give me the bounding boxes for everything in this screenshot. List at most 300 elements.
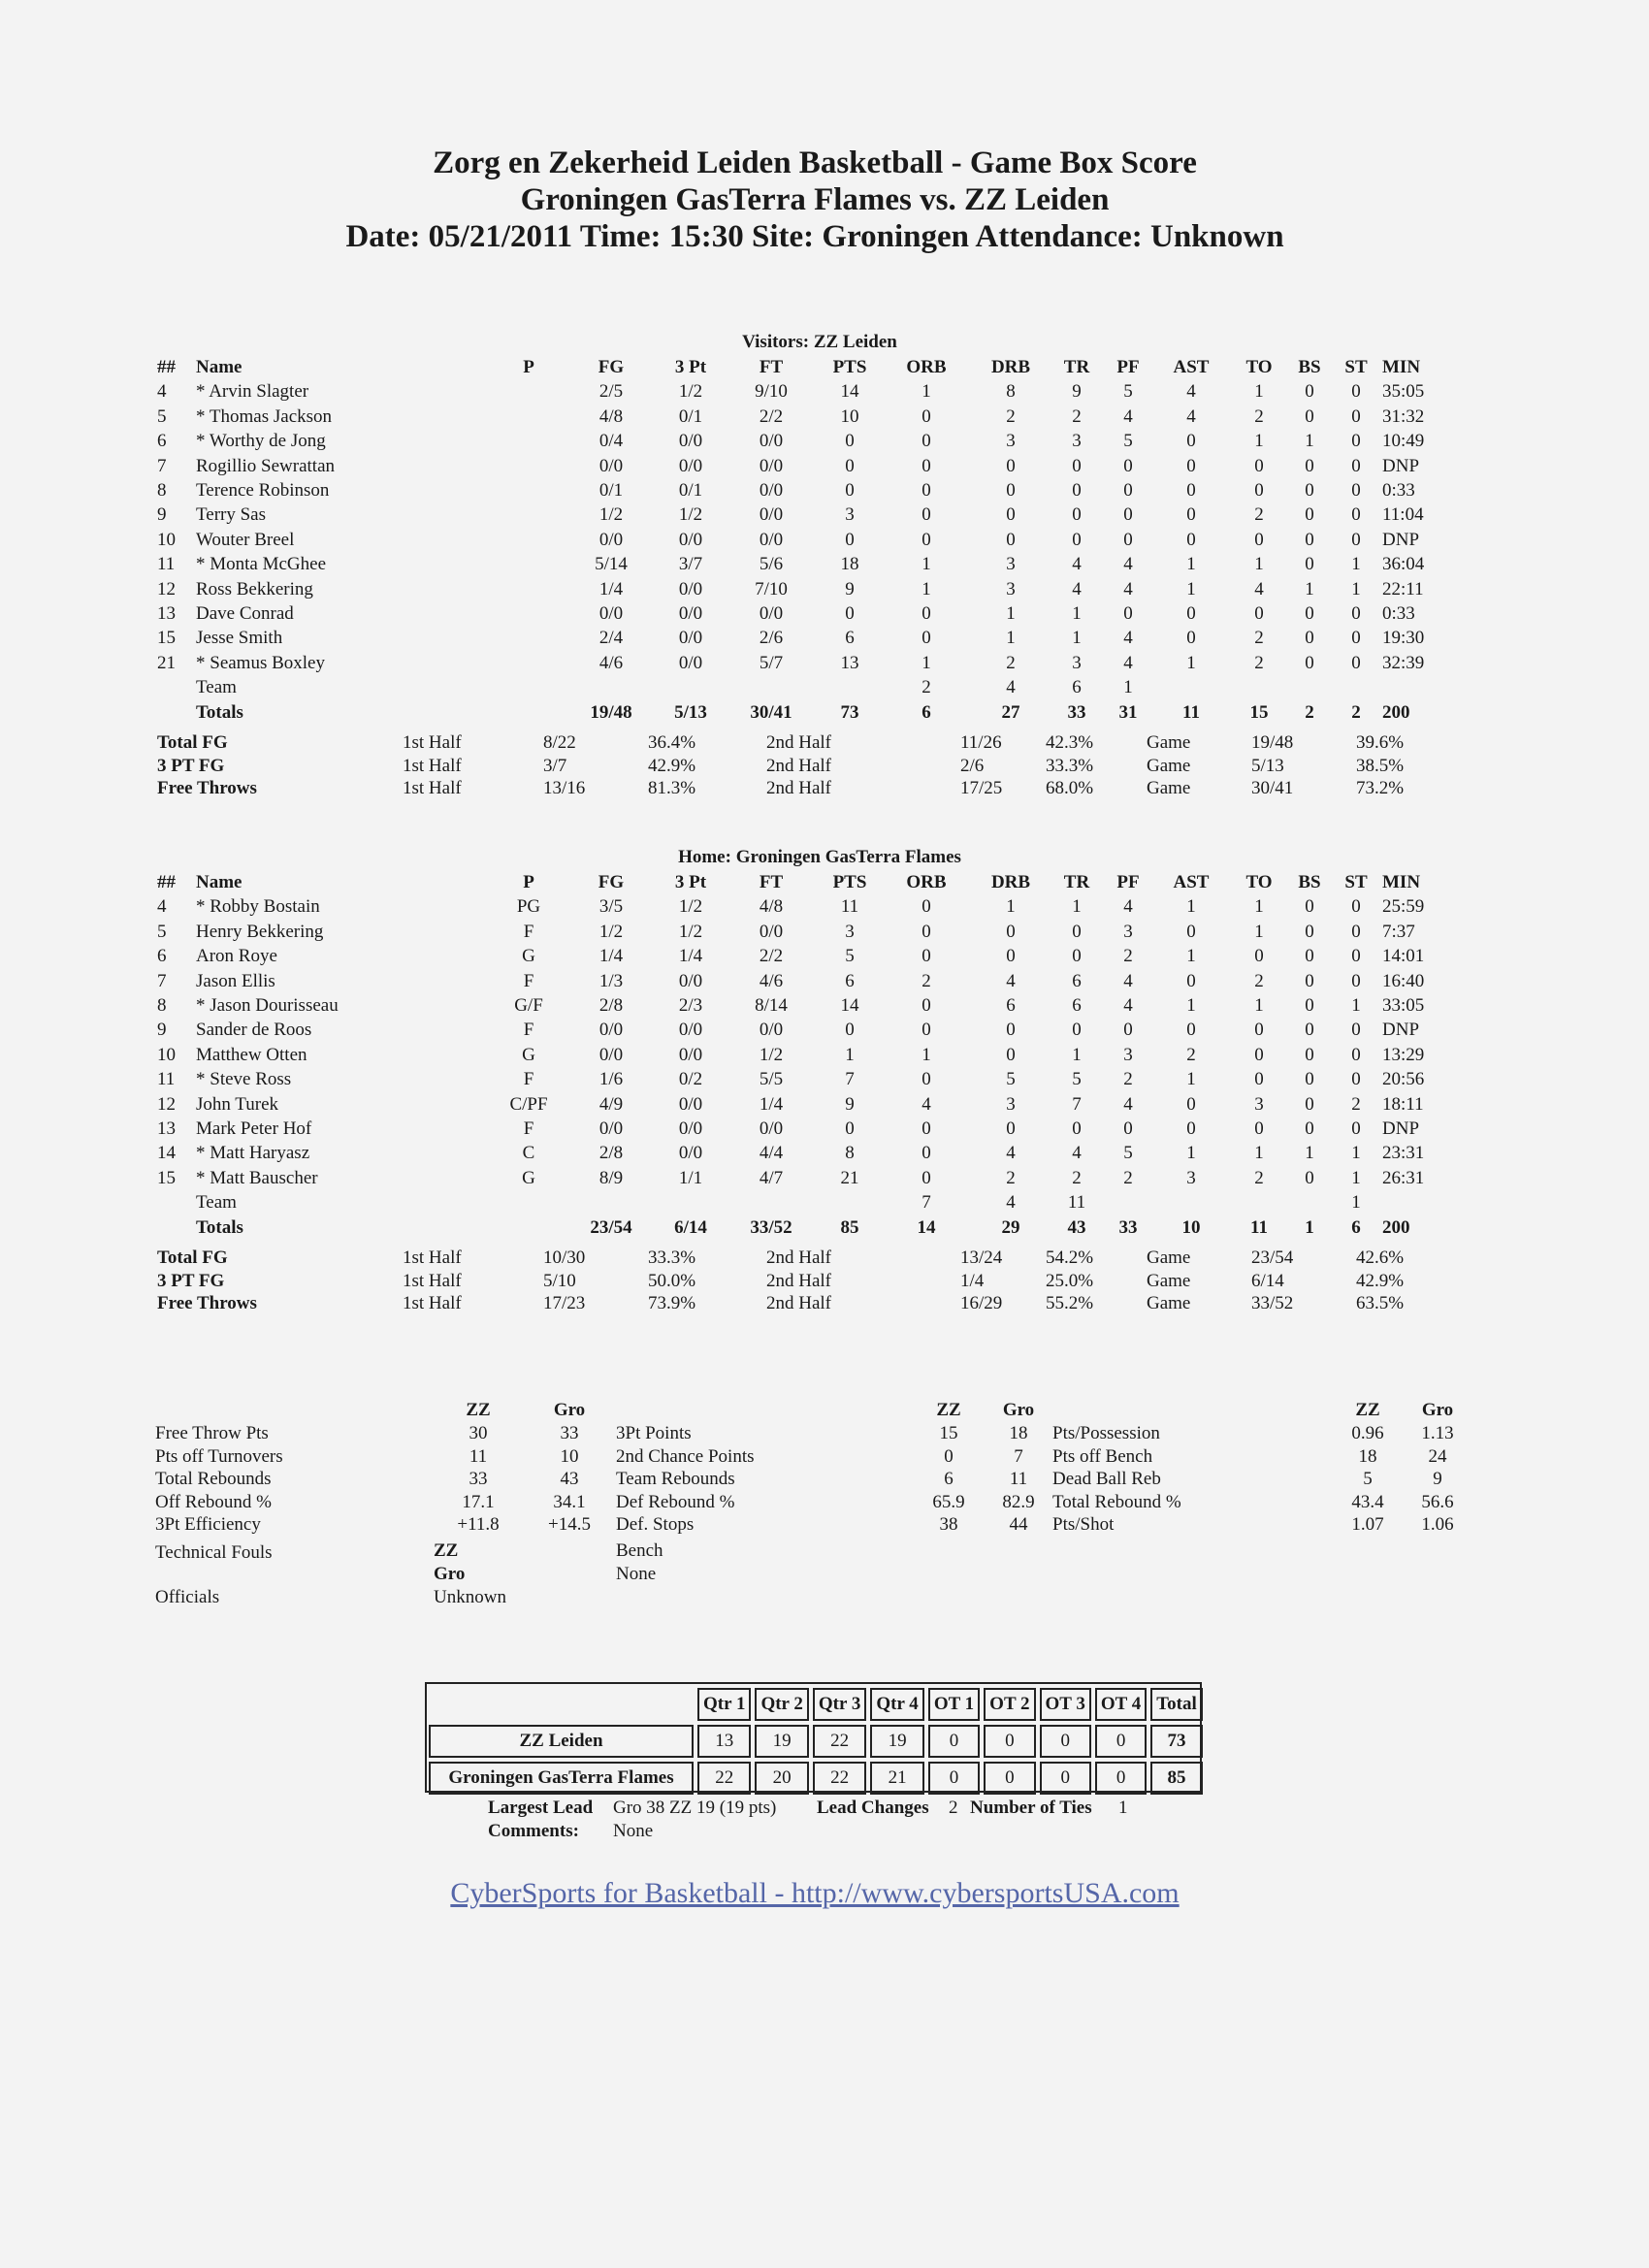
cell-9: 1 [1072, 603, 1082, 624]
split-cell-3: 50.0% [648, 1270, 696, 1291]
misc-gro-value: 1.06 [1421, 1514, 1454, 1535]
cell-14: 0 [1351, 480, 1361, 501]
split-cell-1: 1st Half [403, 1293, 462, 1313]
cell-9: 0 [1072, 946, 1082, 967]
cell-3: 1/2 [598, 504, 624, 526]
cell-4: 3 Pt [674, 357, 707, 377]
split-cell-2: 10/30 [543, 1247, 586, 1268]
quarter-score: 22 [697, 1762, 751, 1795]
cell-14: ST [1344, 357, 1368, 377]
cell-11: 1 [1186, 1143, 1196, 1164]
cell-4: 1/4 [678, 946, 703, 967]
cell-14: 0 [1351, 1118, 1361, 1139]
cell-4: 0/0 [678, 970, 703, 991]
misc-gro-value: 24 [1428, 1445, 1447, 1467]
cell-8: 4 [1006, 970, 1016, 991]
cell-6: 85 [840, 1216, 859, 1238]
misc-zz-value: 0.96 [1351, 1423, 1384, 1443]
split-cell-9: 39.6% [1356, 732, 1405, 753]
cell-10: 4 [1123, 578, 1133, 599]
team-row [0, 1192, 1649, 1216]
cell-7: 0 [922, 603, 931, 624]
cell-13: 0 [1305, 554, 1314, 575]
cell-11: 0 [1186, 1118, 1196, 1139]
cell-15: 0:33 [1382, 480, 1415, 501]
quarter-score: 19 [755, 1725, 808, 1758]
cell-1: Sander de Roos [196, 1020, 312, 1041]
cell-9: 0 [1072, 1020, 1082, 1041]
quarter-header: Qtr 3 [813, 1688, 866, 1721]
cell-13: 1 [1305, 1143, 1314, 1164]
cell-10: 0 [1123, 455, 1133, 476]
largest-lead-value: Gro 38 ZZ 19 (19 pts) [613, 1798, 777, 1818]
cell-2: F [523, 1118, 534, 1139]
cell-8: 27 [1001, 701, 1020, 723]
comments-label: Comments: [488, 1821, 579, 1841]
cell-4: 0/0 [678, 1093, 703, 1115]
cell-1: Name [196, 357, 242, 377]
cell-3: FG [598, 357, 625, 377]
cell-9: 1 [1072, 628, 1082, 649]
quarter-score: 0 [928, 1725, 980, 1758]
misc-gro-value: +14.5 [548, 1514, 591, 1535]
cell-9: 7 [1072, 1093, 1082, 1115]
cell-0: 7 [157, 455, 167, 476]
cell-8: 0 [1006, 504, 1016, 526]
cell-5: 4/4 [759, 1143, 784, 1164]
cell-13: 0 [1305, 1118, 1314, 1139]
cell-2: G [522, 946, 535, 967]
cell-11: AST [1173, 872, 1210, 892]
misc-stat-label: Total Rebound % [1052, 1491, 1181, 1512]
cell-11: 1 [1186, 896, 1196, 918]
misc-zz-value: 33 [469, 1469, 488, 1489]
cell-0: 15 [157, 1167, 176, 1188]
split-cell-4: 2nd Half [766, 778, 832, 798]
cell-2: C/PF [509, 1093, 548, 1115]
cell-7: 1 [922, 578, 931, 599]
cell-12: 2 [1254, 504, 1264, 526]
matchup-title: Groningen GasTerra Flames vs. ZZ Leiden [520, 182, 1110, 217]
home-section-title: Home: Groningen GasTerra Flames [678, 847, 961, 867]
cell-10: 4 [1123, 1093, 1133, 1115]
quarter-team-name: Groningen GasTerra Flames [429, 1762, 694, 1795]
cell-12: 0 [1254, 529, 1264, 550]
split-cell-2: 3/7 [543, 755, 567, 776]
cell-5: 7/10 [755, 578, 788, 599]
split-cell-7: Game [1147, 1293, 1191, 1313]
cell-11: 0 [1186, 480, 1196, 501]
cell-3: 0/0 [598, 1020, 624, 1041]
quarter-header: OT 2 [984, 1688, 1035, 1721]
cell-0: 12 [157, 578, 176, 599]
misc-gro-value: 34.1 [553, 1491, 586, 1512]
cell-4: 6/14 [674, 1216, 707, 1238]
cell-12: 0 [1254, 455, 1264, 476]
cell-10: 4 [1123, 896, 1133, 918]
cell-9: 33 [1067, 701, 1086, 723]
column-header-row [0, 357, 1649, 381]
cell-5: 0/0 [759, 921, 784, 942]
cell-5: 4/6 [759, 970, 784, 991]
split-cell-7: Game [1147, 778, 1191, 798]
cell-8: 0 [1006, 1020, 1016, 1041]
cell-14: 1 [1351, 995, 1361, 1016]
cell-3: 3/5 [598, 896, 624, 918]
cell-13: 0 [1305, 1020, 1314, 1041]
cell-8: 0 [1006, 1044, 1016, 1065]
cell-15: 35:05 [1382, 381, 1425, 403]
quarter-score: 22 [813, 1725, 866, 1758]
cell-1: * Monta McGhee [196, 554, 327, 575]
cell-0: 8 [157, 480, 167, 501]
cell-10: 33 [1118, 1216, 1138, 1238]
cell-6: 0 [845, 603, 855, 624]
cell-14: 0 [1351, 381, 1361, 403]
cell-15: 16:40 [1382, 970, 1425, 991]
cell-5: 9/10 [755, 381, 788, 403]
split-cell-4: 2nd Half [766, 732, 832, 753]
cell-8: 1 [1006, 628, 1016, 649]
cell-13: 0 [1305, 970, 1314, 991]
cell-1: Team [196, 1192, 237, 1214]
cell-13: 0 [1305, 529, 1314, 550]
cell-0: 11 [157, 1069, 176, 1090]
cell-11: 0 [1186, 921, 1196, 942]
cell-13: 1 [1305, 578, 1314, 599]
cell-0: ## [157, 357, 176, 377]
cell-5: 2/2 [759, 946, 784, 967]
cell-3: 23/54 [590, 1216, 632, 1238]
split-cell-6: 54.2% [1046, 1247, 1094, 1268]
quarter-score: 21 [870, 1762, 923, 1795]
cell-3: 1/2 [598, 921, 624, 942]
quarter-score: 0 [1040, 1725, 1091, 1758]
ties-value: 1 [1118, 1798, 1128, 1818]
cell-1: Rogillio Sewrattan [196, 455, 336, 476]
cell-4: 0/0 [678, 603, 703, 624]
cell-2: F [523, 1069, 534, 1090]
cell-12: 0 [1254, 480, 1264, 501]
cell-9: 1 [1072, 896, 1082, 918]
cell-9: 4 [1072, 578, 1082, 599]
cell-10: 4 [1123, 405, 1133, 427]
column-header-row [0, 872, 1649, 896]
misc-stat-label: Def. Stops [616, 1514, 695, 1535]
cell-11: 0 [1186, 628, 1196, 649]
split-cell-4: 2nd Half [766, 1247, 832, 1268]
cell-11: 3 [1186, 1167, 1196, 1188]
cell-4: 0/2 [678, 1069, 703, 1090]
split-cell-9: 38.5% [1356, 755, 1405, 776]
split-cell-2: 5/10 [543, 1270, 576, 1291]
cell-9: 0 [1072, 480, 1082, 501]
cell-8: 0 [1006, 1118, 1016, 1139]
cell-7: 0 [922, 431, 931, 452]
cell-10: PF [1116, 357, 1140, 377]
cell-1: Ross Bekkering [196, 578, 313, 599]
cell-5: 4/8 [759, 896, 784, 918]
quarter-header: OT 1 [928, 1688, 980, 1721]
cell-0: 13 [157, 603, 176, 624]
split-cell-0: 3 PT FG [157, 1270, 225, 1291]
cell-11: 0 [1186, 529, 1196, 550]
quarter-score: 0 [984, 1725, 1035, 1758]
split-cell-0: Total FG [157, 1247, 228, 1268]
cell-4: 0/1 [678, 480, 703, 501]
split-cell-3: 36.4% [648, 732, 696, 753]
cell-11: 1 [1186, 652, 1196, 673]
split-cell-0: 3 PT FG [157, 755, 225, 776]
cell-14: 0 [1351, 1069, 1361, 1090]
quarter-score: 85 [1150, 1762, 1203, 1795]
quarter-header: Qtr 2 [755, 1688, 808, 1721]
split-cell-5: 11/26 [960, 732, 1002, 753]
cell-10: 5 [1123, 1143, 1133, 1164]
split-row [0, 778, 1649, 802]
cell-7: ORB [906, 872, 947, 892]
cell-11: 0 [1186, 603, 1196, 624]
cell-14: 1 [1351, 578, 1361, 599]
split-cell-0: Free Throws [157, 1293, 257, 1313]
totals-row [0, 1217, 1649, 1242]
cell-2: G [522, 1167, 535, 1188]
visitors-section-title: Visitors: ZZ Leiden [742, 332, 897, 352]
misc-zz-value: 1.07 [1351, 1514, 1384, 1535]
cell-10: 1 [1123, 677, 1133, 698]
misc-zz-value: 15 [939, 1423, 958, 1443]
cell-6: 6 [845, 970, 855, 991]
cell-6: 9 [845, 1093, 855, 1115]
cell-7: 1 [922, 652, 931, 673]
cell-14: 1 [1351, 554, 1361, 575]
technical-fouls-label: Technical Fouls [155, 1542, 273, 1563]
cell-6: 0 [845, 1118, 855, 1139]
split-cell-2: 13/16 [543, 778, 586, 798]
cell-4: 0/0 [678, 1044, 703, 1065]
cell-15: 36:04 [1382, 554, 1425, 575]
misc-stat-label: Free Throw Pts [155, 1423, 269, 1443]
cell-2: G [522, 1044, 535, 1065]
cell-6: 73 [840, 701, 859, 723]
footer-link[interactable]: CyberSports for Basketball - http://www.cybersportsUSA.com [450, 1877, 1180, 1909]
split-row [0, 1271, 1649, 1295]
cell-3: 0/0 [598, 1118, 624, 1139]
lead-changes-label: Lead Changes [817, 1798, 929, 1818]
cell-6: 1 [845, 1044, 855, 1065]
cell-14: 0 [1351, 970, 1361, 991]
cell-7: 0 [922, 1167, 931, 1188]
cell-3: 0/0 [598, 455, 624, 476]
cell-3: 0/1 [598, 480, 624, 501]
cell-7: 14 [917, 1216, 936, 1238]
cell-7: 0 [922, 921, 931, 942]
cell-8: 0 [1006, 946, 1016, 967]
cell-9: 11 [1067, 1192, 1086, 1214]
cell-7: 0 [922, 504, 931, 526]
cell-3: 1/4 [598, 578, 624, 599]
cell-3: 1/4 [598, 946, 624, 967]
cell-5: 0/0 [759, 455, 784, 476]
cell-6: PTS [832, 357, 867, 377]
cell-5: 0/0 [759, 431, 784, 452]
cell-7: 0 [922, 1118, 931, 1139]
cell-15: DNP [1382, 529, 1420, 550]
quarter-header: OT 4 [1095, 1688, 1147, 1721]
cell-5: 0/0 [759, 603, 784, 624]
cell-15: DNP [1382, 1118, 1420, 1139]
misc-stat-label: Team Rebounds [616, 1469, 735, 1489]
player-row [0, 896, 1649, 921]
cell-12: 2 [1254, 652, 1264, 673]
misc-zz-value: 11 [469, 1445, 488, 1467]
player-row [0, 628, 1649, 652]
cell-0: 21 [157, 652, 176, 673]
cell-13: 0 [1305, 480, 1314, 501]
cell-6: 3 [845, 921, 855, 942]
cell-1: * Robby Bostain [196, 896, 320, 918]
misc-zz-header: ZZ [936, 1400, 961, 1420]
cell-15: MIN [1382, 872, 1421, 892]
cell-8: 0 [1006, 455, 1016, 476]
cell-13: 0 [1305, 921, 1314, 942]
cell-10: 3 [1123, 921, 1133, 942]
cell-9: 0 [1072, 529, 1082, 550]
quarter-score: 20 [755, 1762, 808, 1795]
cell-7: 6 [922, 701, 931, 723]
cell-5: 0/0 [759, 504, 784, 526]
cell-8: 5 [1006, 1069, 1016, 1090]
cell-11: 0 [1186, 970, 1196, 991]
cell-0: ## [157, 872, 176, 892]
player-row [0, 1069, 1649, 1093]
cell-13: 1 [1305, 1216, 1314, 1238]
split-cell-4: 2nd Half [766, 1270, 832, 1291]
cell-2: F [523, 970, 534, 991]
cell-15: 0:33 [1382, 603, 1415, 624]
cell-10: 4 [1123, 652, 1133, 673]
bench-label: Bench [616, 1540, 663, 1561]
misc-stat-label: Pts/Possession [1052, 1423, 1160, 1443]
cell-0: 4 [157, 381, 167, 403]
cell-8: DRB [990, 872, 1031, 892]
quarter-score: 19 [870, 1725, 923, 1758]
cell-13: 0 [1305, 652, 1314, 673]
split-cell-7: Game [1147, 1247, 1191, 1268]
cell-7: 0 [922, 405, 931, 427]
cell-0: 12 [157, 1093, 176, 1115]
cell-3: 0/0 [598, 529, 624, 550]
cell-7: 0 [922, 1020, 931, 1041]
cell-11: 11 [1182, 701, 1200, 723]
cell-3: FG [598, 872, 625, 892]
split-cell-8: 33/52 [1251, 1293, 1294, 1313]
cell-0: 11 [157, 554, 176, 575]
split-row [0, 756, 1649, 780]
cell-5: 8/14 [755, 995, 788, 1016]
cell-6: 0 [845, 455, 855, 476]
cell-6: 21 [840, 1167, 859, 1188]
cell-12: 0 [1254, 946, 1264, 967]
technical-fouls-gro: Gro [434, 1564, 466, 1584]
cell-12: TO [1245, 872, 1273, 892]
split-cell-8: 6/14 [1251, 1270, 1284, 1291]
cell-12: 1 [1254, 431, 1264, 452]
player-row [0, 406, 1649, 431]
cell-14: 2 [1351, 1093, 1361, 1115]
misc-stat-label: Pts off Turnovers [155, 1445, 283, 1467]
misc-stat-label: Pts off Bench [1052, 1445, 1153, 1467]
game-info: Date: 05/21/2011 Time: 15:30 Site: Groningen Attendance: Unknown [345, 219, 1284, 254]
cell-7: 2 [922, 970, 931, 991]
technical-fouls-zz: ZZ [434, 1540, 459, 1561]
cell-2: F [523, 921, 534, 942]
cell-3: 4/6 [598, 652, 624, 673]
cell-13: BS [1298, 872, 1321, 892]
cell-11: 2 [1186, 1044, 1196, 1065]
cell-2: P [523, 357, 534, 377]
cell-12: 2 [1254, 628, 1264, 649]
cell-13: 0 [1305, 1093, 1314, 1115]
cell-11: 0 [1186, 455, 1196, 476]
split-cell-3: 33.3% [648, 1247, 696, 1268]
cell-10: 5 [1123, 431, 1133, 452]
cell-14: 0 [1351, 455, 1361, 476]
cell-14: 1 [1351, 1167, 1361, 1188]
cell-7: 0 [922, 1143, 931, 1164]
cell-9: 5 [1072, 1069, 1082, 1090]
cell-6: 8 [845, 1143, 855, 1164]
cell-7: 0 [922, 1069, 931, 1090]
cell-5: 30/41 [750, 701, 792, 723]
cell-11: AST [1173, 357, 1210, 377]
cell-10: 0 [1123, 504, 1133, 526]
cell-5: 1/4 [759, 1093, 784, 1115]
cell-15: 25:59 [1382, 896, 1425, 918]
cell-5: 0/0 [759, 529, 784, 550]
cell-1: Name [196, 872, 242, 892]
cell-13: 0 [1305, 628, 1314, 649]
quarter-score-table [425, 1684, 1207, 1798]
cell-1: * Thomas Jackson [196, 405, 333, 427]
cell-6: 0 [845, 529, 855, 550]
misc-gro-value: 1.13 [1421, 1423, 1454, 1443]
split-cell-2: 8/22 [543, 732, 576, 753]
cell-8: 2 [1006, 405, 1016, 427]
cell-13: 2 [1305, 701, 1314, 723]
cell-0: 9 [157, 504, 167, 526]
cell-3: 5/14 [595, 554, 628, 575]
cell-13: 0 [1305, 896, 1314, 918]
cell-15: DNP [1382, 455, 1420, 476]
cell-8: 29 [1001, 1216, 1020, 1238]
cell-14: 0 [1351, 405, 1361, 427]
split-cell-4: 2nd Half [766, 755, 832, 776]
cell-14: 0 [1351, 603, 1361, 624]
misc-stat-label: 2nd Chance Points [616, 1445, 755, 1467]
cell-4: 0/1 [678, 405, 703, 427]
cell-15: 19:30 [1382, 628, 1425, 649]
cell-7: 2 [922, 677, 931, 698]
cell-7: 0 [922, 455, 931, 476]
cell-12: 0 [1254, 1044, 1264, 1065]
cell-7: 0 [922, 628, 931, 649]
cell-11: 1 [1186, 995, 1196, 1016]
split-cell-3: 81.3% [648, 778, 696, 798]
cell-10: 2 [1123, 946, 1133, 967]
misc-zz-value: 5 [1363, 1469, 1373, 1489]
cell-14: 6 [1351, 1216, 1361, 1238]
